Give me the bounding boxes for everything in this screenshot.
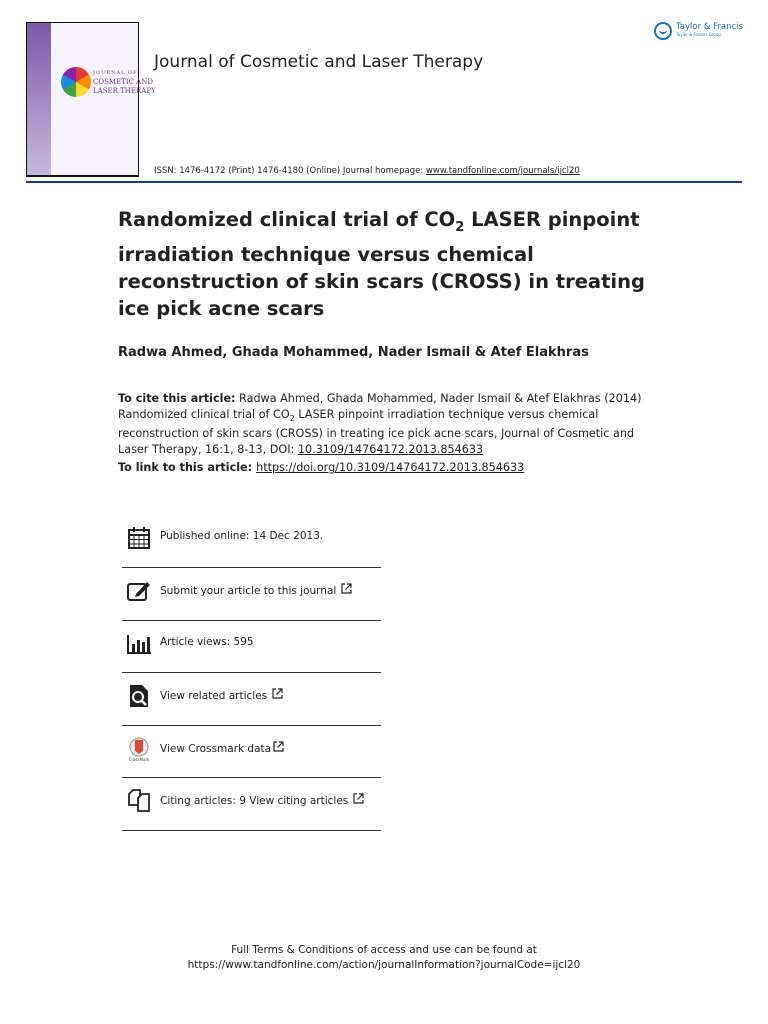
article-info-list — [122, 515, 381, 831]
publisher-logo[interactable] — [654, 22, 743, 40]
calendar-icon — [126, 525, 152, 551]
citing-articles-text: Citing articles: 9 View citing articles — [160, 795, 349, 807]
journal-cover — [26, 22, 156, 176]
title-subscript: 2 — [455, 219, 465, 235]
external-link-icon — [272, 688, 283, 699]
published-online-label: Published online: 14 Dec 2013. — [160, 530, 324, 542]
cover-inner — [51, 23, 156, 175]
external-link-icon — [273, 741, 284, 752]
crossmark-caption: CrossMark — [128, 756, 150, 762]
related-articles-label[interactable] — [160, 688, 283, 702]
submit-article-text: Submit your article to this journal — [160, 585, 337, 597]
crossmark-text: View Crossmark data — [160, 742, 272, 755]
related-articles-text: View related articles — [160, 690, 268, 702]
external-link-icon — [341, 583, 352, 594]
title-part2: LASER pinpoint irradiation technique versus chemical reconstruction of skin scars (CROSS) in treating ice pick acne scars — [118, 208, 645, 320]
citation-text-b: LASER pinpoint irradiation technique versus chemical reconstruction of skin scars (CROSS) in treating ice pick acne scars, Journal of Cosmetic and Laser Therapy, 16:1, 8-13, DOI: — [118, 407, 635, 456]
title-part1: Randomized clinical trial of CO — [118, 208, 456, 231]
journal-title[interactable]: Journal of Cosmetic and Laser Therapy — [154, 52, 484, 72]
crossmark-item[interactable] — [122, 726, 381, 779]
article-views-label: Article views: 595 — [160, 635, 254, 648]
citing-articles-icon — [126, 788, 152, 814]
citing-articles-item[interactable] — [122, 778, 381, 831]
issn-text: ISSN: 1476-4172 (Print) 1476-4180 (Online) Journal homepage: — [154, 166, 426, 176]
bar-chart-icon — [126, 631, 152, 657]
citation-block — [118, 391, 648, 457]
edit-icon — [126, 578, 152, 604]
citation-doi-link[interactable]: 10.3109/14764172.2013.854633 — [297, 442, 484, 456]
footer-terms-link[interactable]: https://www.tandfonline.com/action/journalInformation?journalCode=ijcl20 — [187, 959, 581, 971]
cover-line3: LASER THERAPY — [93, 87, 156, 95]
cover-text — [93, 69, 163, 96]
cover-line2: COSMETIC AND — [93, 78, 153, 86]
cover-band — [27, 23, 51, 175]
crossmark-icon — [126, 736, 152, 762]
journal-logo-icon — [61, 67, 91, 97]
journal-homepage-link[interactable]: www.tandfonline.com/journals/ijcl20 — [425, 166, 580, 176]
published-online-item — [122, 515, 381, 568]
taylor-francis-logo-icon — [654, 22, 672, 40]
header-divider — [26, 181, 742, 183]
publisher-tagline: Taylor & Francis Group — [676, 32, 721, 37]
citation-text-a: Radwa Ahmed, Ghada Mohammed, Nader Ismail & Atef Elakhras (2014) Randomized clinical trial of CO — [118, 392, 642, 421]
submit-article-label[interactable] — [160, 583, 352, 597]
publisher-name — [676, 22, 743, 38]
article-title — [118, 206, 678, 322]
publisher-name-text: Taylor & Francis — [676, 22, 743, 32]
citation-label: To cite this article: — [118, 392, 236, 405]
citation-subscript: 2 — [289, 413, 295, 423]
cover-underline — [26, 176, 139, 177]
terms-footer — [0, 943, 768, 973]
related-articles-item[interactable] — [122, 673, 381, 726]
crossmark-label[interactable] — [160, 741, 284, 755]
link-line — [118, 461, 524, 474]
cover-line1: JOURNAL OF — [93, 70, 138, 76]
article-authors: Radwa Ahmed, Ghada Mohammed, Nader Ismail & Atef Elakhras — [118, 345, 589, 360]
search-document-icon — [126, 683, 152, 709]
issn-line — [154, 166, 580, 176]
external-link-icon — [353, 793, 364, 804]
submit-article-item[interactable] — [122, 568, 381, 621]
article-views-item — [122, 621, 381, 674]
citing-articles-label[interactable] — [160, 793, 364, 807]
article-doi-link[interactable]: https://doi.org/10.3109/14764172.2013.854633 — [256, 461, 525, 474]
link-label: To link to this article: — [118, 461, 253, 474]
footer-line1: Full Terms & Conditions of access and use can be found at — [231, 944, 537, 956]
